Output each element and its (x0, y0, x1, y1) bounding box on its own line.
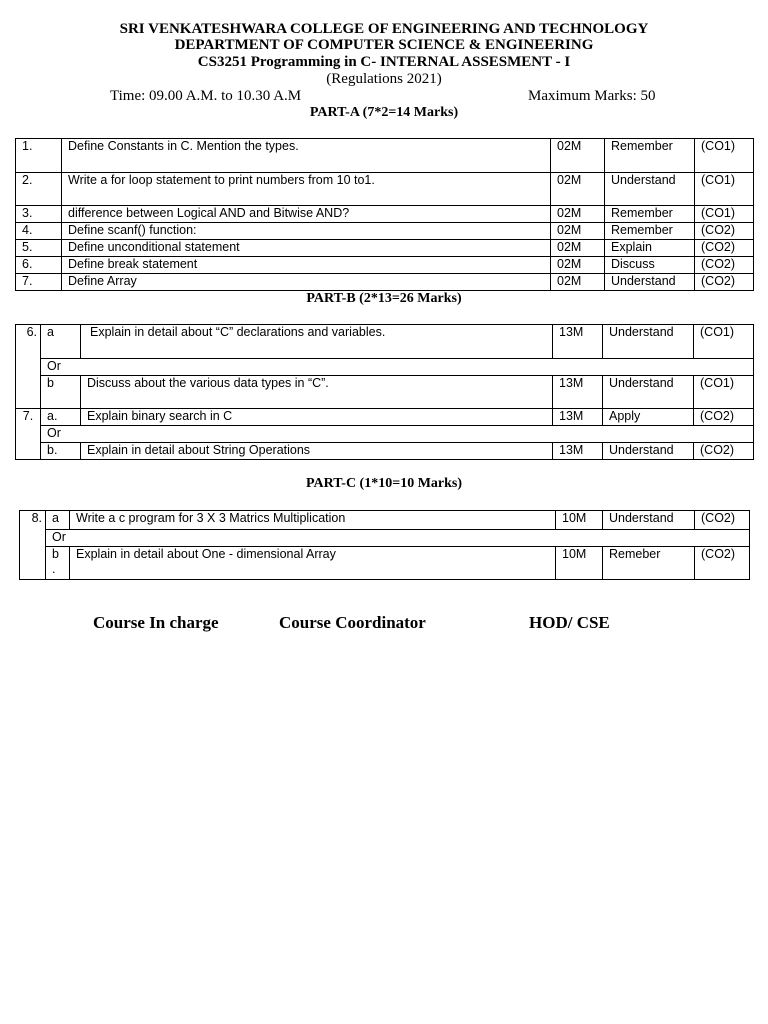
or-separator: Or (41, 359, 754, 376)
table-row (16, 257, 754, 274)
hod-signature: HOD/ CSE (529, 613, 610, 632)
table-row (16, 443, 754, 460)
question-text: Define scanf() function: (62, 223, 551, 240)
course-title: CS3251 Programming in C- INTERNAL ASSESMENT - I (197, 54, 571, 70)
question-text: Explain in detail about “C” declarations and variables. (81, 325, 553, 359)
blooms-level: Understand (605, 173, 695, 206)
question-marks: 02M (551, 223, 605, 240)
question-marks: 02M (551, 274, 605, 291)
sub-question-label-dot: . (52, 562, 56, 576)
blooms-level: Discuss (605, 257, 695, 274)
question-number: 5. (16, 240, 62, 257)
sub-question-label: a (46, 511, 70, 530)
department-name: DEPARTMENT OF COMPUTER SCIENCE & ENGINEERING (174, 37, 594, 53)
table-row (20, 530, 750, 547)
blooms-level: Understand (603, 376, 694, 409)
question-marks: 02M (551, 257, 605, 274)
question-marks: 10M (556, 511, 603, 530)
question-marks: 13M (553, 443, 603, 460)
question-text: Discuss about the various data types in “C”. (81, 376, 553, 409)
blooms-level: Understand (603, 511, 695, 530)
question-text: Write a for loop statement to print numbers from 10 to1. (62, 173, 551, 206)
question-number: 6. (16, 257, 62, 274)
blooms-level: Remember (605, 223, 695, 240)
course-outcome: (CO1) (695, 139, 754, 173)
question-number: 7. (16, 409, 41, 460)
part-c-table (19, 510, 750, 580)
question-text: Explain in detail about One - dimensional Array (70, 547, 556, 580)
blooms-level: Remember (605, 206, 695, 223)
question-marks: 13M (553, 376, 603, 409)
course-coordinator-signature: Course Coordinator (279, 613, 426, 632)
table-row (16, 173, 754, 206)
question-number: 8. (20, 511, 46, 580)
question-number: 7. (16, 274, 62, 291)
blooms-level: Understand (603, 443, 694, 460)
sub-question-label: a. (41, 409, 81, 426)
question-number: 4. (16, 223, 62, 240)
college-name: SRI VENKATESHWARA COLLEGE OF ENGINEERING AND TECHNOLOGY (119, 21, 649, 37)
question-text: Define Array (62, 274, 551, 291)
blooms-level: Understand (603, 325, 694, 359)
question-text: Explain in detail about String Operations (81, 443, 553, 460)
course-outcome: (CO1) (694, 325, 754, 359)
sub-question-label: a (41, 325, 81, 359)
sub-question-label: b. (41, 443, 81, 460)
sub-question-label (46, 547, 70, 580)
question-marks: 02M (551, 206, 605, 223)
or-separator: Or (46, 530, 750, 547)
course-outcome: (CO2) (695, 240, 754, 257)
table-row (16, 223, 754, 240)
question-text: Define unconditional statement (62, 240, 551, 257)
course-outcome: (CO2) (695, 223, 754, 240)
course-outcome: (CO1) (695, 206, 754, 223)
blooms-level: Remember (605, 139, 695, 173)
blooms-level: Remeber (603, 547, 695, 580)
question-marks: 10M (556, 547, 603, 580)
blooms-level: Understand (605, 274, 695, 291)
exam-time: Time: 09.00 A.M. to 10.30 A.M (110, 88, 302, 104)
blooms-level: Apply (603, 409, 694, 426)
course-outcome: (CO2) (695, 257, 754, 274)
table-row (16, 274, 754, 291)
part-b-title: PART-B (2*13=26 Marks) (306, 291, 462, 306)
question-text: difference between Logical AND and Bitwise AND? (62, 206, 551, 223)
table-row (16, 325, 754, 359)
course-outcome: (CO2) (695, 274, 754, 291)
question-marks: 13M (553, 325, 603, 359)
question-text: Define Constants in C. Mention the types. (62, 139, 551, 173)
question-marks: 02M (551, 173, 605, 206)
table-row (16, 426, 754, 443)
maximum-marks: Maximum Marks: 50 (528, 88, 656, 104)
table-row (20, 547, 750, 580)
question-marks: 13M (553, 409, 603, 426)
question-number: 2. (16, 173, 62, 206)
table-row (16, 206, 754, 223)
part-b-table (15, 324, 754, 460)
table-row (16, 359, 754, 376)
table-row (20, 511, 750, 530)
question-number: 3. (16, 206, 62, 223)
table-row (16, 409, 754, 426)
or-separator: Or (41, 426, 754, 443)
question-number: 6. (16, 325, 41, 409)
question-text: Write a c program for 3 X 3 Matrics Multiplication (70, 511, 556, 530)
course-outcome: (CO2) (694, 443, 754, 460)
part-a-table (15, 138, 754, 291)
course-outcome: (CO2) (695, 547, 750, 580)
table-row (16, 240, 754, 257)
course-in-charge-signature: Course In charge (93, 613, 219, 632)
course-outcome: (CO1) (694, 376, 754, 409)
regulations: (Regulations 2021) (326, 71, 442, 87)
question-marks: 02M (551, 240, 605, 257)
part-c-title: PART-C (1*10=10 Marks) (305, 476, 463, 491)
table-row (16, 139, 754, 173)
course-outcome: (CO1) (695, 173, 754, 206)
course-outcome: (CO2) (695, 511, 750, 530)
question-text: Explain binary search in C (81, 409, 553, 426)
question-text: Define break statement (62, 257, 551, 274)
table-row (16, 376, 754, 409)
question-number: 1. (16, 139, 62, 173)
sub-question-label-letter: b (52, 547, 59, 561)
sub-question-label: b (41, 376, 81, 409)
question-marks: 02M (551, 139, 605, 173)
part-a-title: PART-A (7*2=14 Marks) (309, 105, 459, 120)
course-outcome: (CO2) (694, 409, 754, 426)
blooms-level: Explain (605, 240, 695, 257)
